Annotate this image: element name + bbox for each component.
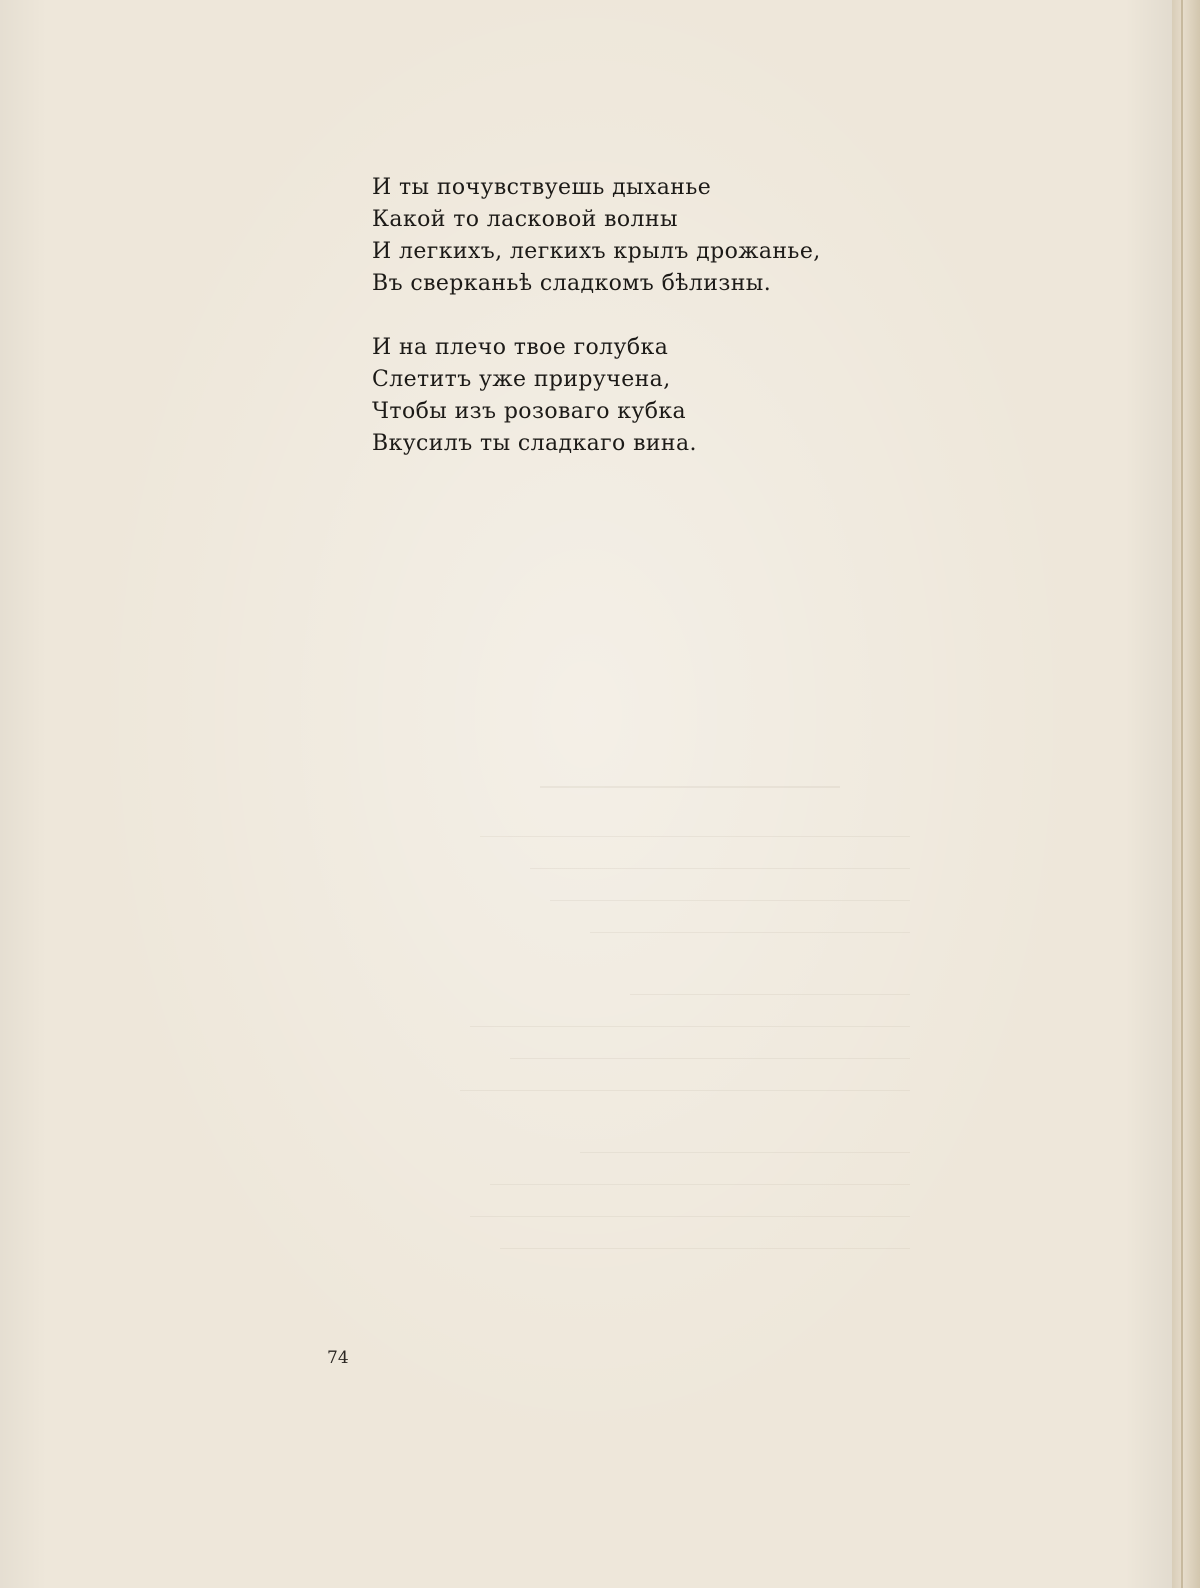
next-page-edge xyxy=(1172,0,1200,1588)
poem-line: И ты почувствуешь дыханье xyxy=(372,175,712,200)
page-number: 74 xyxy=(327,1348,349,1368)
poem-line: Въ сверканьѣ сладкомъ бѣлизны. xyxy=(372,271,772,296)
poem-line: И на плечо твое голубка xyxy=(372,335,669,360)
poem-line: Чтобы изъ розоваго кубка xyxy=(372,399,687,424)
poem-line: Вкусилъ ты сладкаго вина. xyxy=(372,431,697,456)
poem-line: И легкихъ, легкихъ крылъ дрожанье, xyxy=(372,239,821,264)
show-through-text xyxy=(440,768,910,1308)
poem-line: Какой то ласковой волны xyxy=(372,207,678,232)
poem-stanza xyxy=(372,332,697,460)
page-edge-line xyxy=(1181,0,1183,1588)
poem-line: Слетитъ уже приручена, xyxy=(372,367,671,392)
poem-stanza xyxy=(372,172,821,300)
